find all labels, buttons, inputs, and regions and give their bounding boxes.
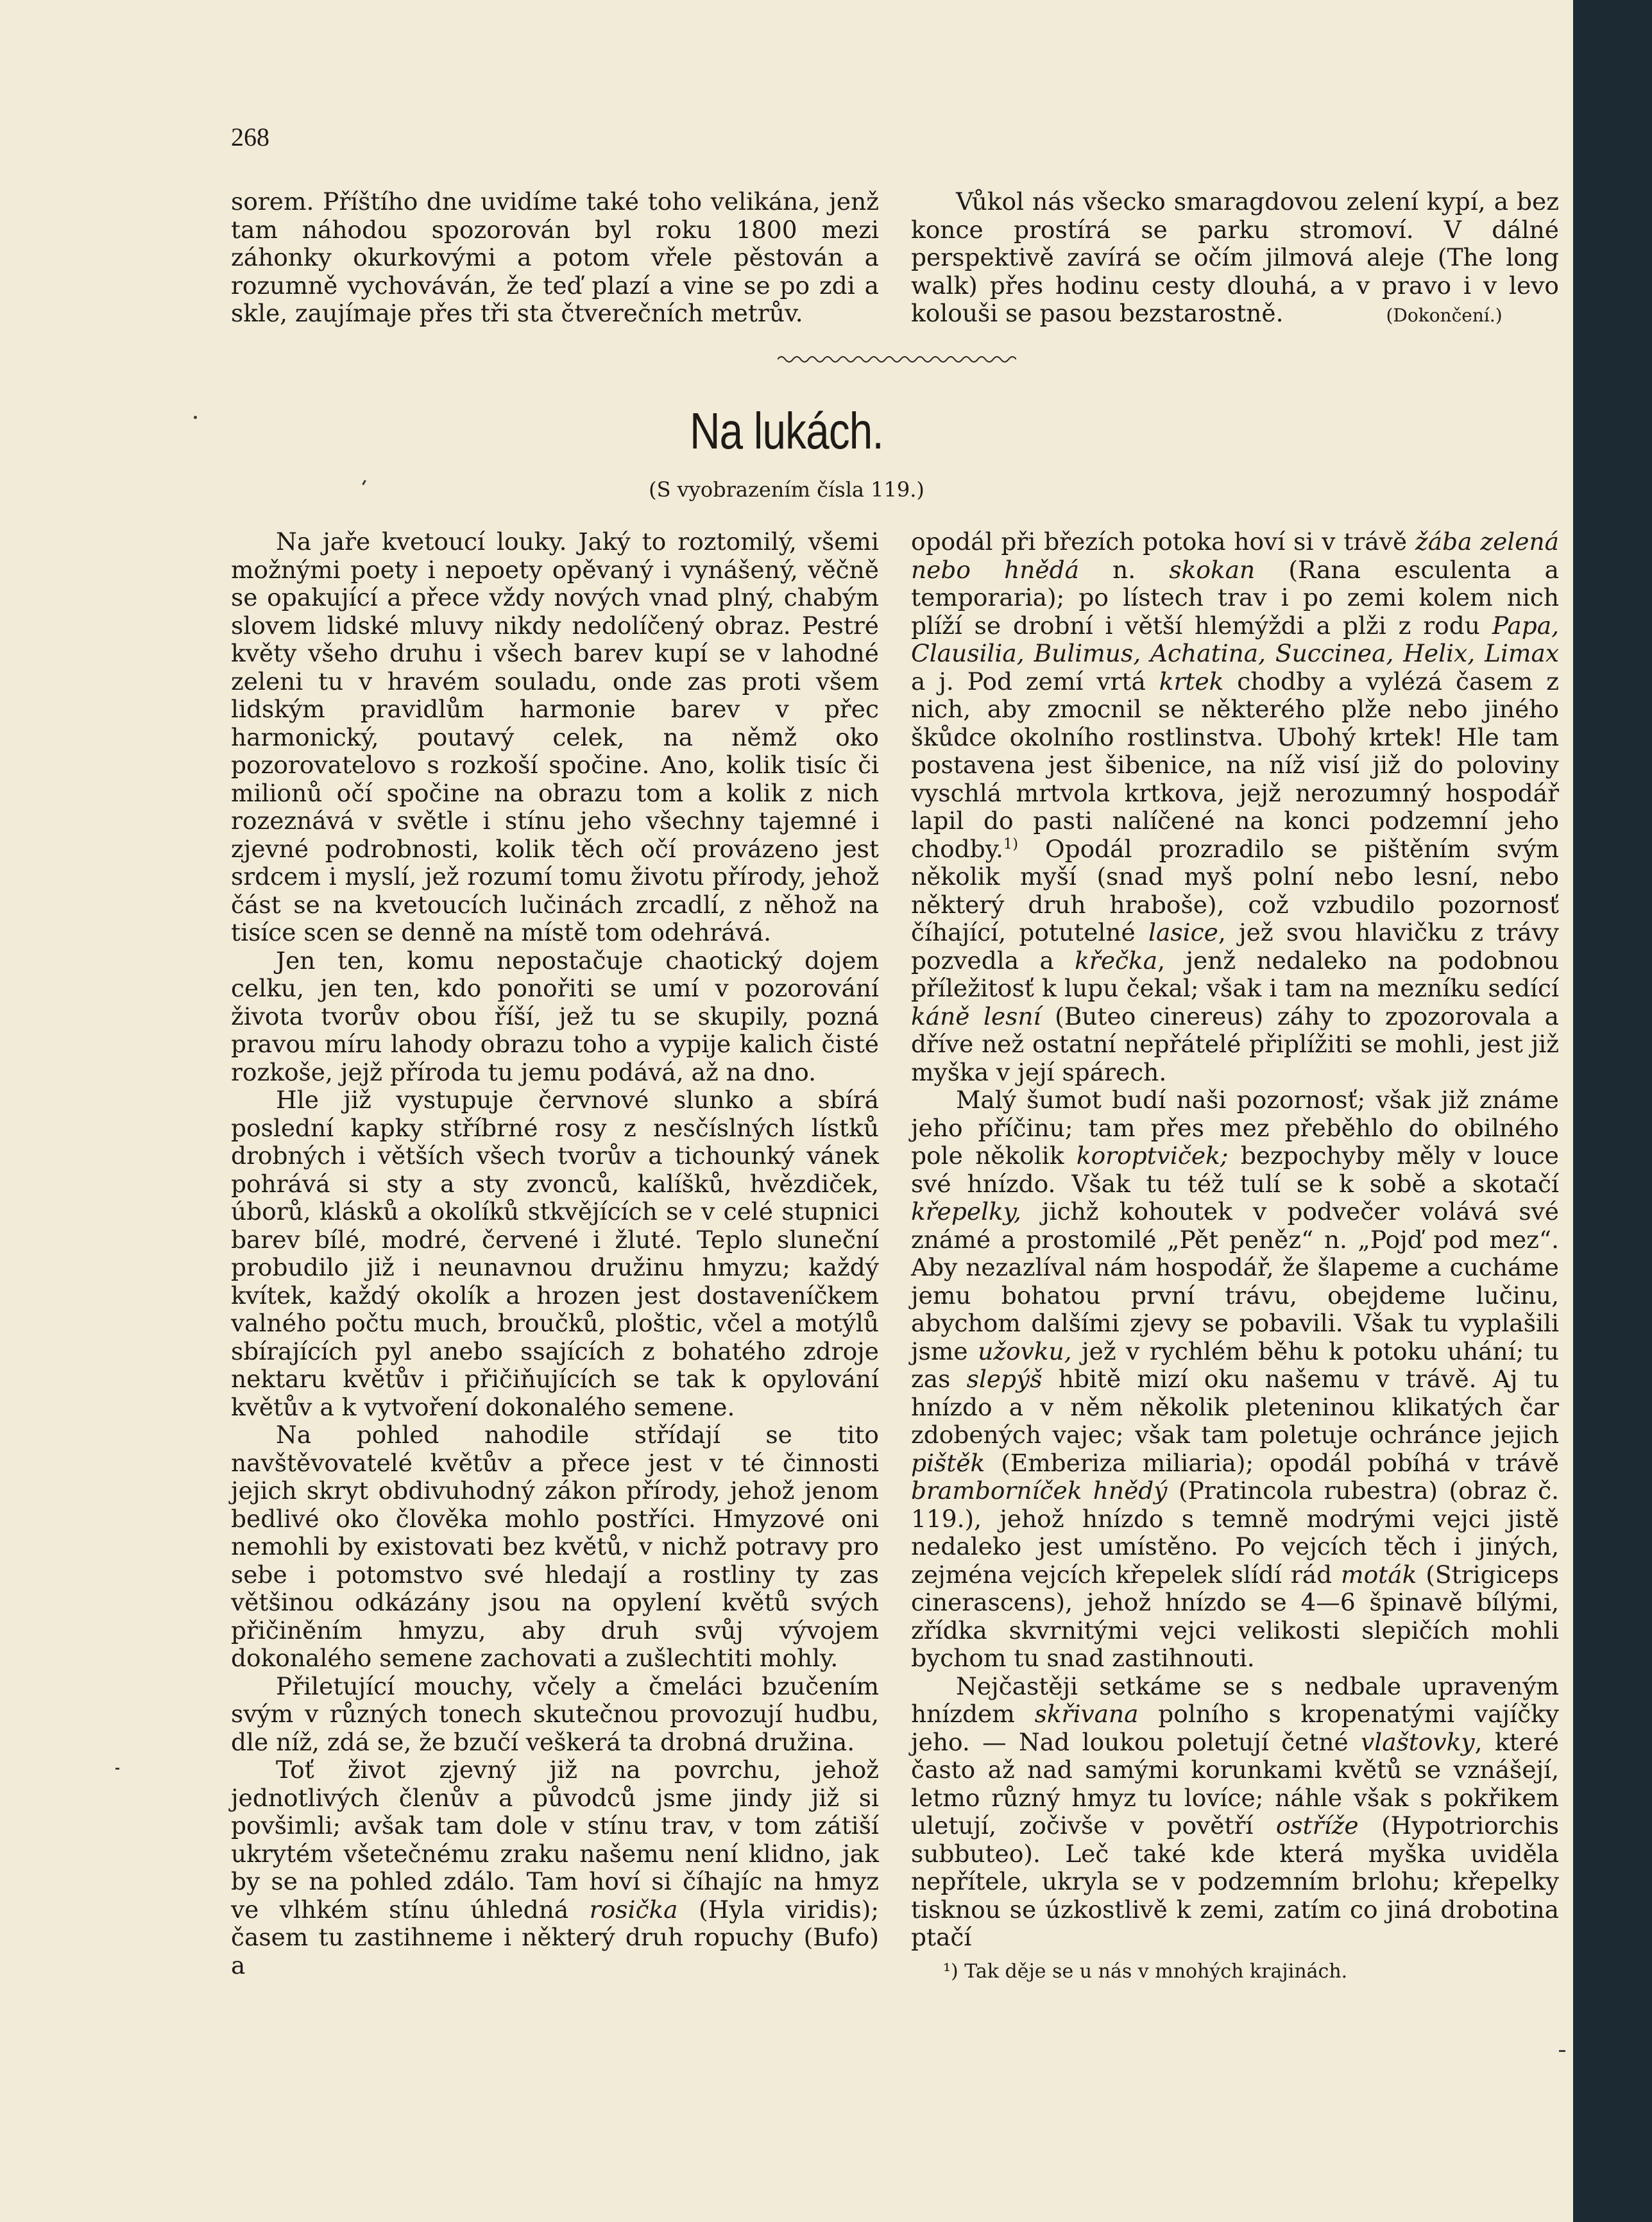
top-left-column (231, 188, 879, 328)
paragraph: Hle již vystupuje červnové slunko a sbírá poslední kapky stříbrné rosy z nesčíslných lístků drobných i větších všech tvorův a tichounký vánek pohrává si sty a sty zvonců, kalíšků, hvězdiček, úborů, klásků a okolíků stkvějících se v celé stupnici barev bílé, modré, červené i žluté. Teplo sluneční probudilo již i neunavnou družinu hmyzu; každý kvítek, každý okolík a hrozen jest dostaveníčkem valného počtu much, broučků, ploštic, včel a motýlů sbírajících pyl anebo ssajících z bohatého zdroje nektaru květův i přičiňujících se tak k opylování květův a k vytvoření dokonalého semene. (231, 1086, 879, 1421)
species-name: lasice (1148, 918, 1218, 946)
top-right-text: Vůkol nás všecko smaragdovou zelení kypí, a bez konce prostírá se parku stromoví. V dálné perspektivě zavírá se očím jilmová aleje (The long walk) přes hodinu cesty dlouhá, a v pravo i v levo kolouši se pasou bezstarostně. (911, 187, 1559, 327)
text-run: polního s kropenatými vajíčky jeho. — Nad loukou poletují četné (911, 1700, 1559, 1756)
species-name: slepýš (966, 1365, 1043, 1393)
paragraph: Na jaře kvetoucí louky. Jaký to roztomilý, všemi možnými poety i nepoety opěvaný i vynášený, věčně se opakující a přece vždy nových vnad plný, chabým slovem lidské mluvy nikdy nedolíčený obraz. Pestré květy všeho druhu i všech barev kupí se v lahodné zeleni tu v hravém souladu, onde zas proti všem lidským pravidlům harmonie barev v přec harmonický, poutavý celek, na němž oko pozorovatelovo s rozkoší spočine. Ano, kolik tisíc či milionů očí spočine na obrazu tom a kolik z nich rozeznává v světle i stínu jeho všechny tajemné i zjevné podrobnosti, kolik těch očí provázeno jest srdcem i myslí, jež rozumí tomu životu přírody, jehož část se na kvetoucích lučinách zrcadlí, z něhož na tisíce scen se denně na místě tom odehrává. (231, 527, 879, 946)
text-run: (Buteo cinereus) záhy to zpozorovala a dříve než ostatní nepřátelé připlížiti se mohli, jest již myška v její spárech. (911, 1002, 1559, 1086)
text-run: bezpochyby měly v louce své hnízdo. Však tu též tulí se k sobě a skotačí (911, 1141, 1559, 1198)
paragraph: Jen ten, komu nepostačuje chaotický dojem celku, jen ten, kdo ponořiti se umí v pozorování života tvorův obou říší, jež tu se skupily, pozná pravou míru lahody obrazu toho a vypije kalich čisté rozkoše, jejž příroda tu jemu podává, až na dno. (231, 946, 879, 1086)
text-run: (Strigiceps cinerascens), jehož hnízdo se 4—6 špinavě bílými, zřídka skvrnitými vejci velikosti slepičích mohli bychom tu snad zastihnouti. (911, 1560, 1560, 1672)
species-name: pištěk (911, 1448, 985, 1477)
paragraph: Přiletující mouchy, včely a čmeláci bzučením svým v různých tonech skutečnou provozují hudbu, dle níž, zdá se, že bzučí veškerá ta drobná družina. (231, 1671, 879, 1756)
text-run: Malý šumot budí naši pozornosť; však již známe jeho příčinu; tam přes mez přeběhlo do obilného pole několik (911, 1086, 1559, 1170)
print-speck (194, 416, 197, 419)
article-subtitle: (S vyobrazením čísla 119.) (649, 477, 924, 502)
paragraph (911, 528, 1559, 1086)
species-name: křepelky, (911, 1197, 1021, 1226)
text-run: Opodál prozradilo se pištěním svým několik myší (snad myš polní nebo lesní, nebo některý druh hraboše), což vzbudilo pozornosť číhající, potutelné (911, 834, 1559, 946)
species-name: moták (1341, 1560, 1417, 1589)
footnote-reference: 1) (1003, 835, 1018, 852)
article-left-column (231, 528, 879, 1979)
species-name: Papa, Clausilia, Bulimus, Achatina, Succinea, Helix, Limax (911, 611, 1559, 667)
print-speck (1559, 2050, 1565, 2052)
species-name: skřivana (1034, 1700, 1139, 1728)
species-name: káně lesní (911, 1002, 1041, 1030)
species-name: rosička (589, 1895, 678, 1924)
continued-note: (Dokončení.) (1386, 305, 1503, 326)
text-run: chodby a vylézá časem z nich, aby zmocnil se některého plže nebo jiného škůdce okolního rostlinstva. Ubohý krtek! Hle tam postavena jest šibenice, na níž visí již do poloviny vyschlá mrtvola krtkova, jejž nerozumný hospodář lapil do pasti nalíčené na konci podzemní jeho chodby. (911, 667, 1559, 863)
article-body (231, 527, 1560, 2068)
footnote: ¹) Tak děje se u nás v mnohých krajinách. (943, 1960, 1348, 1983)
text-run: , jež svou hlavičku z trávy pozvedla a (911, 918, 1559, 975)
species-name: užovku, (978, 1337, 1072, 1365)
paragraph (911, 1673, 1559, 1952)
text-run: opodál při březích potoka hoví si v trávě (911, 527, 1415, 556)
text-run: n. (1078, 555, 1170, 584)
species-name: ostříže (1275, 1811, 1359, 1840)
paragraph: Na pohled nahodile střídají se tito navštěvovatelé květův a přece jest v té činnosti jejich skryt obdivuhodný zákon přírody, jehož jenom bedlivé oko člověka mohlo postříci. Hmyzové oni nemohli by existovati bez květů, v nichž potravy pro sebe i potomstvo své hledají a rostliny ty zas většinou odkázány jsou na opylení květů svých přičiněním hmyzu, aby druh svůj vývojem dokonalého semene zachovati a zušlechtiti mohly. (231, 1421, 879, 1672)
species-name: koroptviček; (1076, 1141, 1229, 1170)
top-right-column (911, 188, 1559, 330)
text-run: jež v rychlém běhu k potoku uhání; tu zas (911, 1337, 1560, 1393)
text-run: jichž kohoutek v podvečer volává své známé a prostomilé „Pět peněz“ n. „Pojď pod mez“. Aby nezazlíval nám hospodář, že šlapeme a cucháme jemu bohatou první trávu, obejdeme lučinu, abychom dalšími zjevy se pobavili. Však tu vyplašili jsme (911, 1197, 1559, 1365)
text-run: Toť život zjevný již na povrchu, jehož jednotlivých členův a původců jsme jindy již si povšimli; avšak tam dole v stínu trav, v tom zátiší ukrytém všetečnému zraku našemu není klidno, jak by se na pohled zdálo. Tam hoví si číhajíc na hmyz ve vlhkém stínu úhledná (231, 1756, 879, 1924)
species-name: křečka (1075, 946, 1158, 975)
species-name: krtek (1159, 667, 1224, 696)
text-run: Nejčastěji setkáme se s nedbale upraveným hnízdem (911, 1671, 1559, 1728)
text-run: , jenž nedaleko na podobnou příležitosť k lupu čekal; však i tam na mezníku sedící (911, 946, 1559, 1002)
species-name: vlaštovky (1361, 1727, 1475, 1756)
article-title: Na lukách. (690, 402, 883, 459)
text-run: , které často až nad samými korunkami květů se vznášejí, letmo různý hmyz tu lovíce; náhle však s pokřikem uletují, zočivše v povětří (911, 1727, 1559, 1840)
wavy-divider-ornament (778, 352, 1016, 367)
text-run: (Hyla viridis); časem tu zastihneme i některý druh ropuchy (Bufo) a (231, 1895, 879, 1979)
paragraph (231, 1756, 879, 1979)
text-run: (Rana esculenta a temporaria); po lístech trav i po zemi kolem nich plíží se drobní i větší hlemýždi a plži z rodu (911, 555, 1559, 640)
text-run: (Hypotriorchis subbuteo). Leč také kde která myška uviděla nepřítele, ukryla se v podzemním brlohu; křepelky tisknou se úzkostlivě k zemi, zatím co jiná drobotina ptačí (911, 1811, 1560, 1951)
page-number: 268 (231, 123, 269, 151)
top-left-paragraph: sorem. Příštího dne uvidíme také toho velikána, jenž tam náhodou spozorován byl roku 1800 mezi záhonky okurkovými a potom vřele pěstován a rozumně vychováván, že teď plazí a vine se po zdi a skle, zaujímaje přes tři sta čtverečních metrův. (231, 187, 879, 327)
species-name: bramborníček hnědý (911, 1476, 1168, 1505)
text-run: (Emberiza miliaria); opodál pobíhá v trávě (985, 1448, 1559, 1477)
text-run: hbitě mizí oku našemu v trávě. Aj tu hnízdo a v něm několik pleteninou klikatých čar zdobených vajec; však tam poletuje ochránce jejich (911, 1365, 1560, 1449)
text-run: (Pratincola rubestra) (obraz č. 119.), jehož hnízdo s temně modrými vejci jistě nedaleko jest umístěno. Po vejcích těch i jiných, zejména vejcích křepelek slídí rád (911, 1476, 1559, 1589)
paragraph (911, 1086, 1559, 1673)
species-name: žába zelená nebo hnědá (911, 527, 1559, 584)
article-right-column (911, 528, 1559, 1952)
text-run: a j. Pod zemí vrtá (911, 667, 1159, 696)
species-name: skokan (1169, 555, 1256, 584)
top-right-paragraph (911, 188, 1559, 330)
print-speck (115, 1768, 119, 1770)
